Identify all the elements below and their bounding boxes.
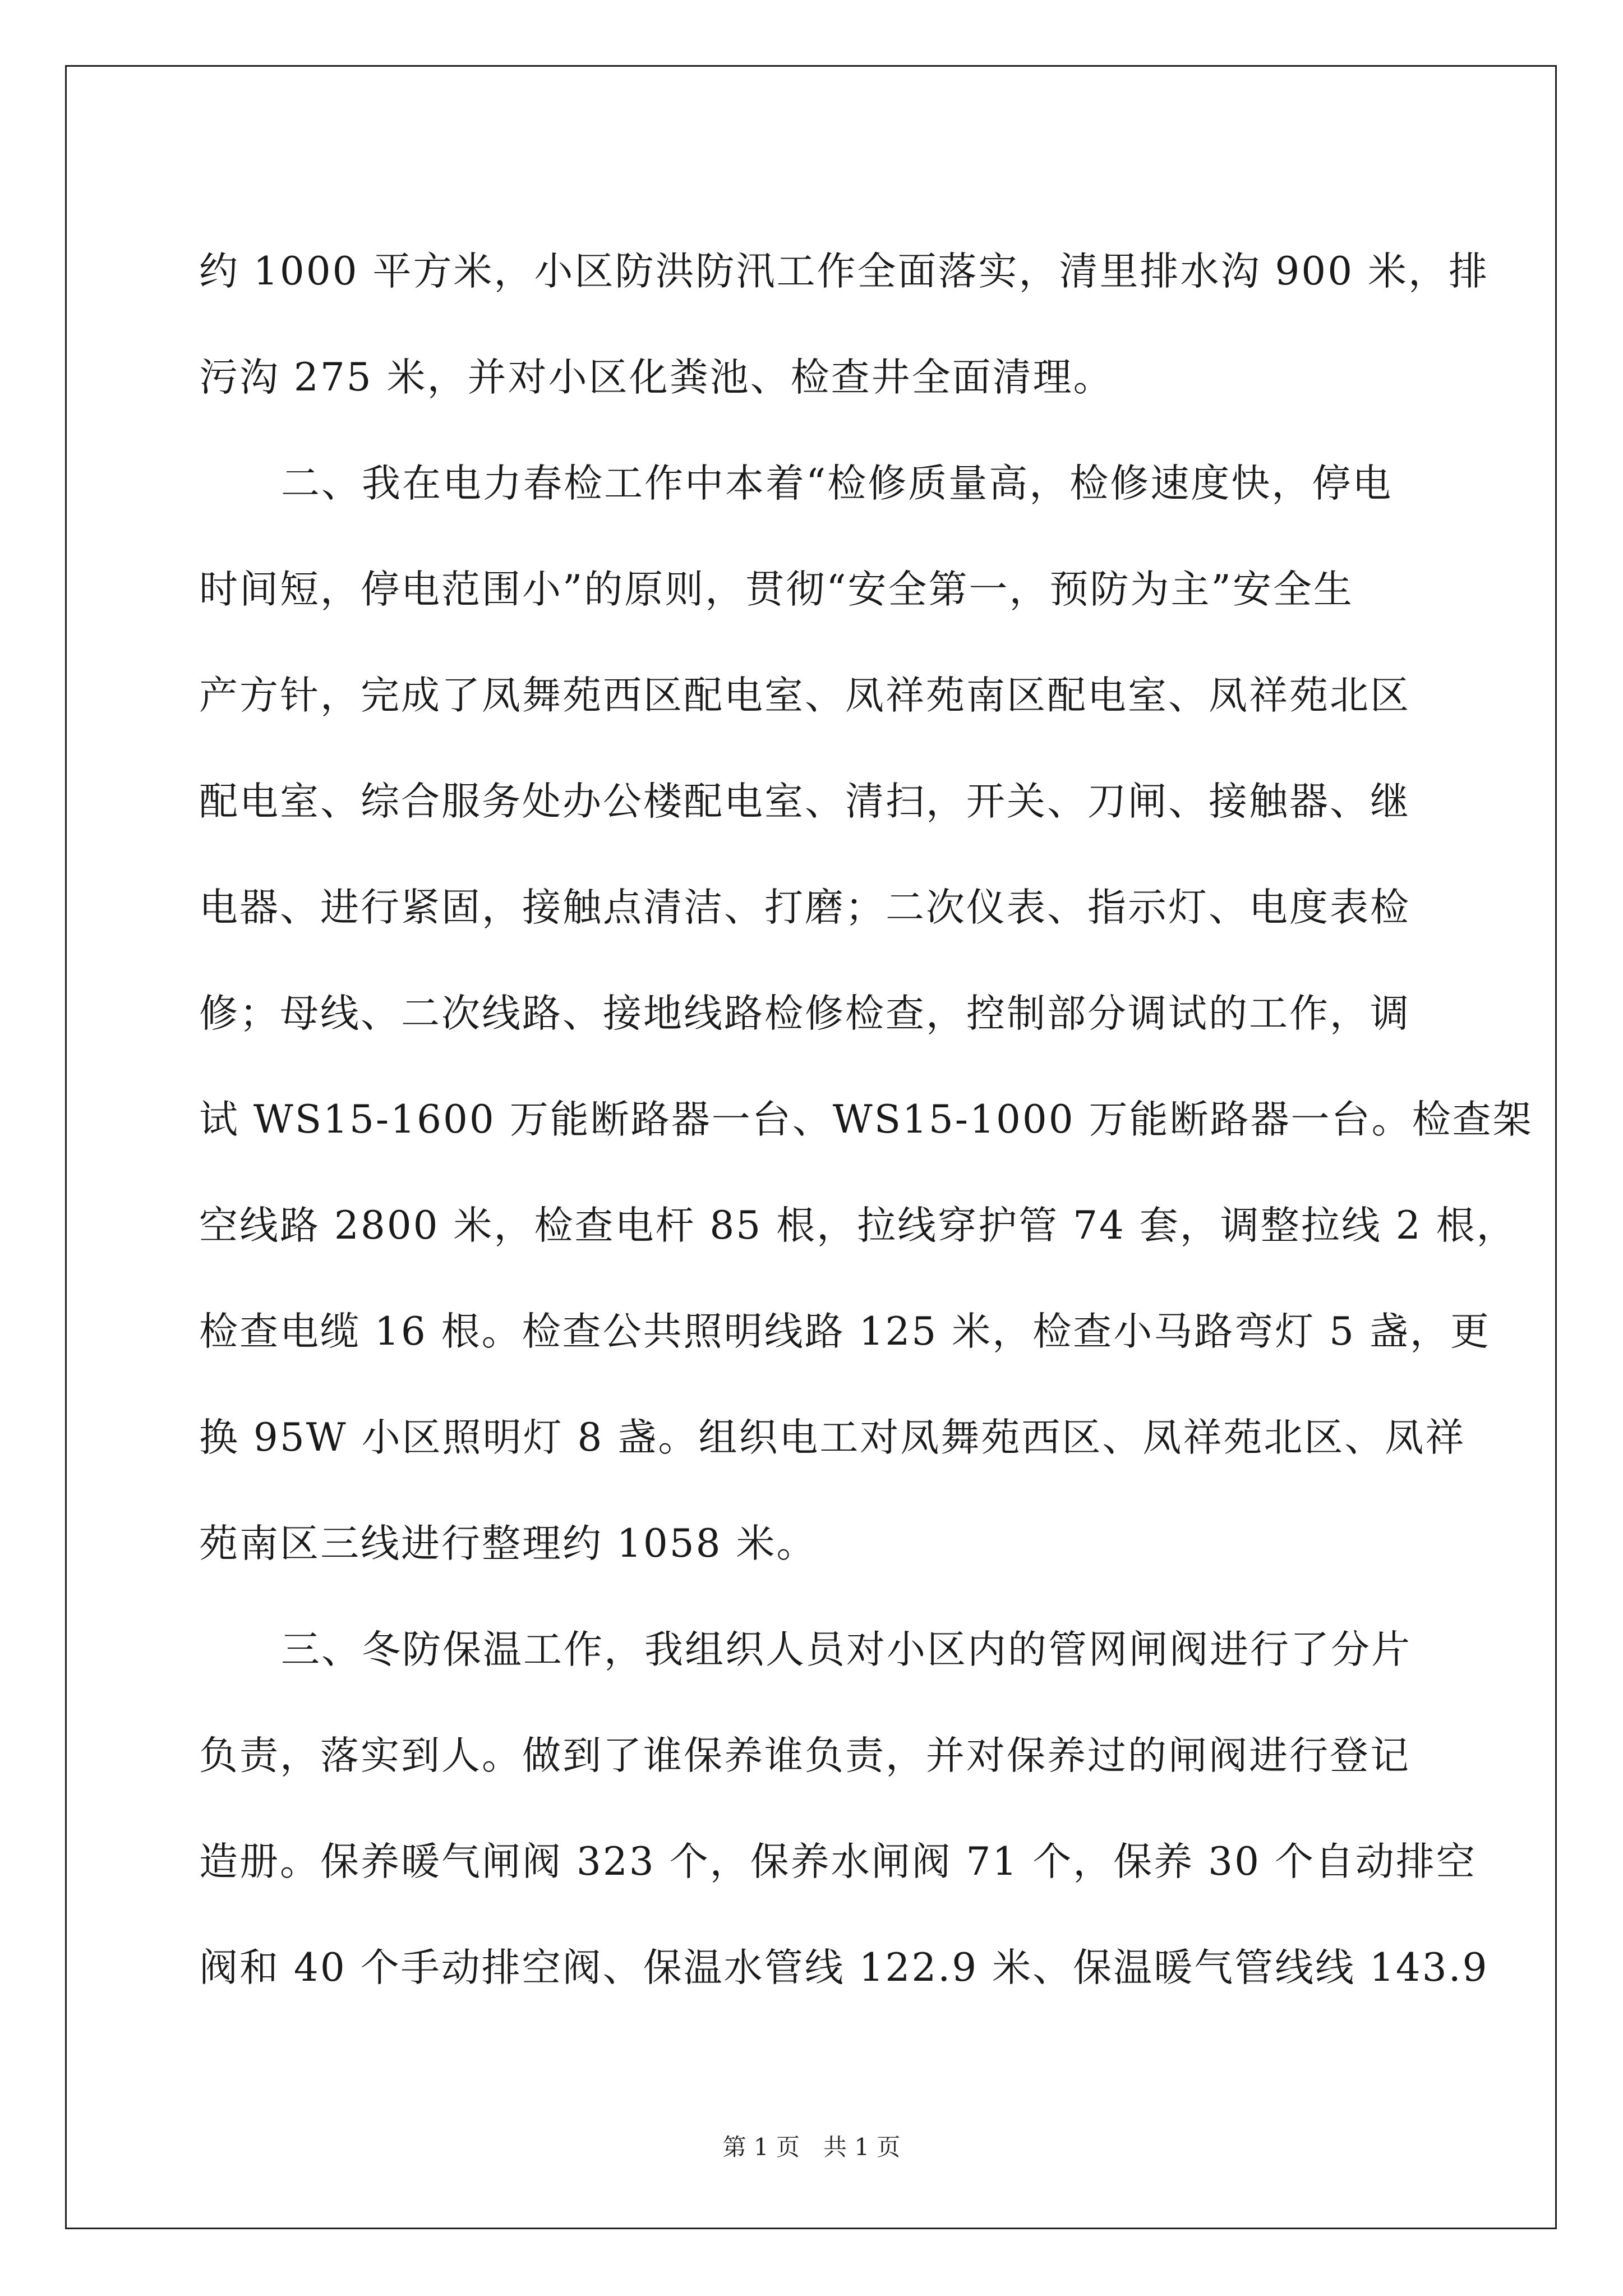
paragraph-winter-protection [199, 1597, 1489, 2021]
document-body [199, 219, 1533, 2021]
paragraph-continuation [199, 219, 1490, 431]
text-line: 换 95W 小区照明灯 8 盏。组织电工对凤舞苑西区、凤祥苑北区、凤祥 [199, 1415, 1466, 1460]
text-line: 修；母线、二次线路、接地线路检修检查，控制部分调试的工作，调 [199, 991, 1410, 1036]
text-line: 产方针，完成了凤舞苑西区配电室、凤祥苑南区配电室、凤祥苑北区 [199, 673, 1410, 718]
page-number-footer: 第 1 页 共 1 页 [722, 2133, 901, 2161]
text-line: 空线路 2800 米，检查电杆 85 根，拉线穿护管 74 套，调整拉线 2 根， [199, 1203, 1517, 1248]
text-line: 苑南区三线进行整理约 1058 米。 [199, 1521, 817, 1566]
text-line: 阀和 40 个手动排空阀、保温水管线 122.9 米、保温暖气管线线 143.9 [199, 1945, 1489, 1990]
text-line: 造册。保养暖气闸阀 323 个，保养水闸阀 71 个，保养 30 个自动排空 [199, 1839, 1477, 1884]
text-line: 检查电缆 16 根。检查公共照明线路 125 米，检查小马路弯灯 5 盏，更 [199, 1309, 1491, 1354]
paragraph-power-inspection [199, 431, 1533, 1597]
text-line: 时间短，停电范围小”的原则，贯彻“安全第一，预防为主”安全生 [199, 567, 1354, 612]
text-line: 负责，落实到人。做到了谁保养谁负责，并对保养过的闸阀进行登记 [199, 1733, 1410, 1778]
text-line: 污沟 275 米，并对小区化粪池、检查井全面清理。 [199, 355, 1114, 400]
text-line: 电器、进行紧固，接触点清洁、打磨；二次仪表、指示灯、电度表检 [199, 885, 1410, 930]
text-line: 试 WS15-1600 万能断路器一台、WS15-1000 万能断路器一台。检查架 [199, 1097, 1533, 1142]
text-line: 二、我在电力春检工作中本着“检修质量高，检修速度快，停电 [281, 461, 1393, 506]
text-line: 三、冬防保温工作，我组织人员对小区内的管网闸阀进行了分片 [281, 1627, 1412, 1672]
text-line: 约 1000 平方米，小区防洪防汛工作全面落实，清里排水沟 900 米，排 [199, 249, 1490, 294]
text-line: 配电室、综合服务处办公楼配电室、清扫，开关、刀闸、接触器、继 [199, 779, 1410, 824]
